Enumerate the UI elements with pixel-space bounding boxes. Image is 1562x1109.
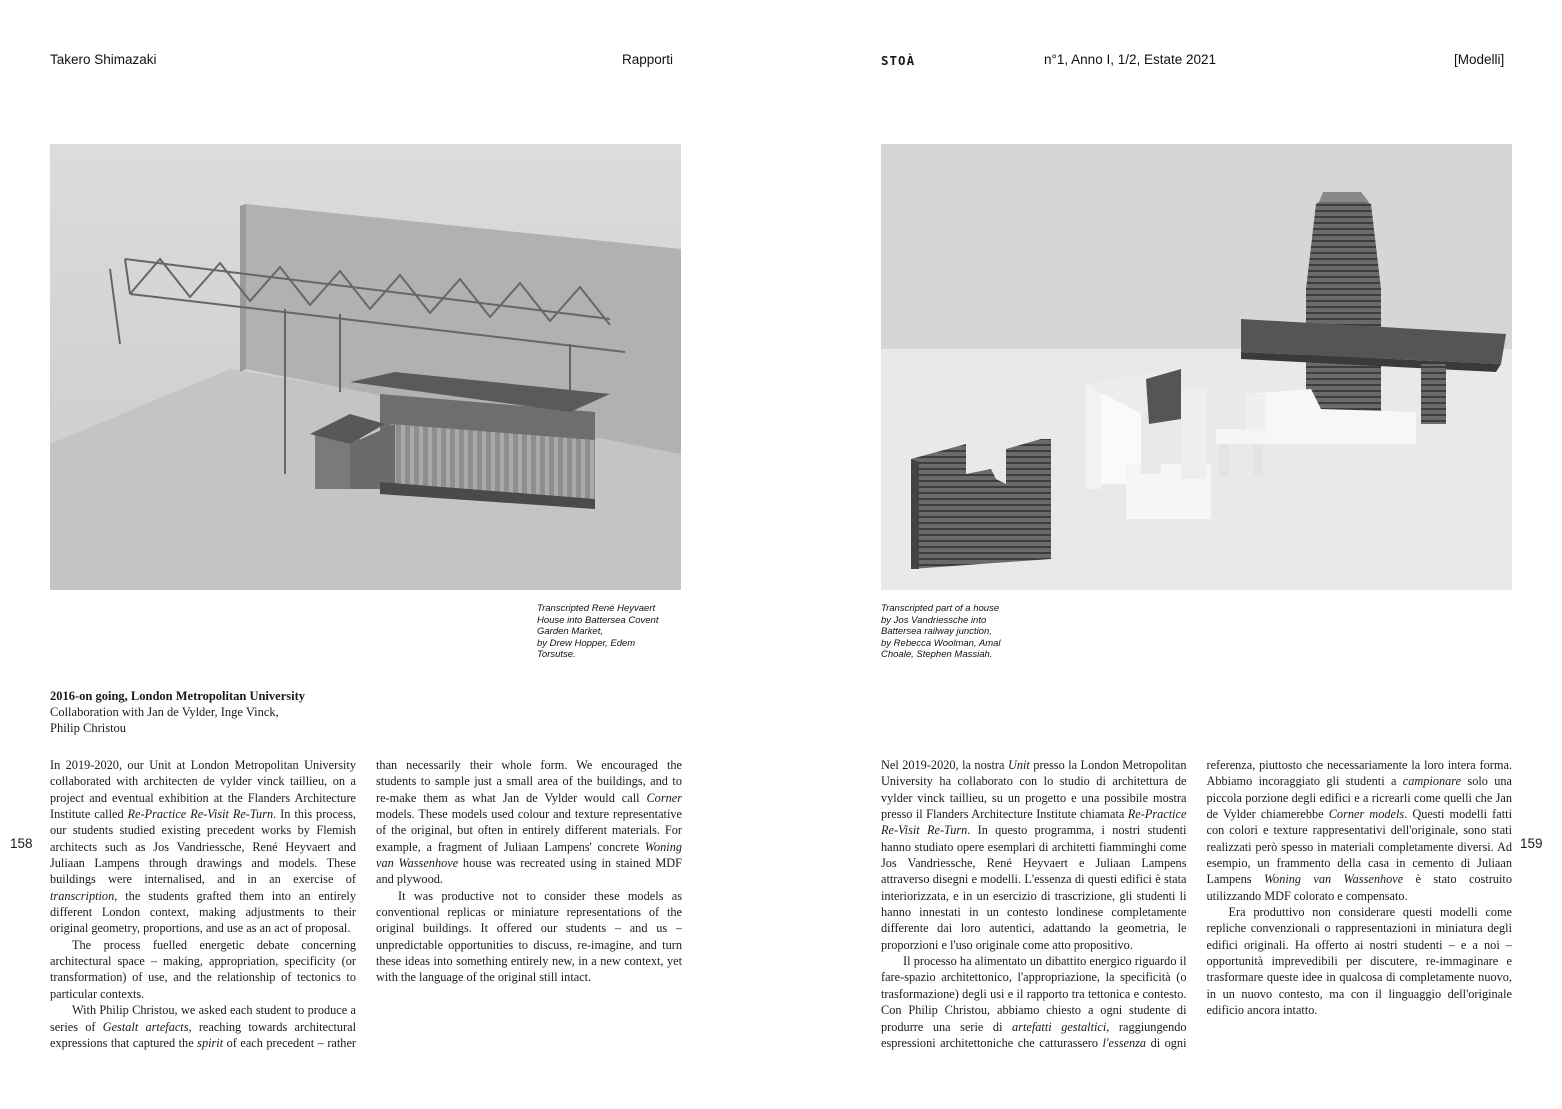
page-number-left: 158 xyxy=(10,836,33,851)
caption-left: Transcripted René Heyvaert House into Battersea Covent Garden Market, by Drew Hopper, Edem Torsutse. xyxy=(537,603,659,660)
italian-article xyxy=(881,757,1512,1062)
caption-right: Transcripted part of a house by Jos Vandriessche into Battersea railway junction, by Rebecca Woolman, Amal Choale, Stephen Massiah. xyxy=(881,603,1001,660)
italian-paragraph-2: Il processo ha alimentato un dibattito energico riguardo il fare-spazio architettonico, l'appropriazione, la specificità (o trasformazione) degli usi e il rapporto tra tettonica e contesto. Con Philip Christou, abbiamo chiesto a ogni studente di produrre una serie di artefatti gestaltici, raggiungendo espressioni architettoniche che catturassero l'essenza di ogni referenza, piuttosto che necessariamente la loro intera forma. Abbiamo incoraggiato gli studenti a campionare solo una piccola porzione degli edifici e a ricrearli come quelli che Jan de Vylder chiamerebbe Corner models. Questi modelli fatti con colori e texture rappresentativi dell'originale, sono stati realizzati però spesso in materiali completamente diversi. Ad esempio, un frammento della casa in cemento di Juliaan Lampens Woning van Wassenhove è stato costruito utilizzando MDF colorato e compensato. xyxy=(881,758,1512,1050)
photo-vandriessche-models xyxy=(881,144,1512,590)
header-issue: n°1, Anno I, 1/2, Estate 2021 xyxy=(1044,52,1217,67)
english-paragraph-1: In 2019-2020, our Unit at London Metropolitan University collaborated with architecten de vylder vinck taillieu, on a project and eventual exhibition at the Flanders Architecture Institute called Re-Practice Re-Visit Re-Turn. In this process, our students studied existing precedent works by Flemish architects such as Jos Vandriessche, René Heyvaert and Juliaan Lampens through drawings and models. These buildings were internalised, and in an exercise of transcription, the students grafted them into an entirely different London context, making adjustments to their original geometry, proportions, and use as an act of proposal. xyxy=(50,758,357,936)
credit-line-1: Collaboration with Jan de Vylder, Inge Vinck, xyxy=(50,705,279,719)
header-category: [Modelli] xyxy=(1454,52,1505,67)
english-paragraph-2: The process fuelled energetic debate concerning architectural space – making, appropriation, specificity (or transformation) of use, and the relationship of tectonics to particular contexts. xyxy=(50,937,356,1001)
english-paragraph-3: With Philip Christou, we asked each student to produce a series of Gestalt artefacts, reaching towards architectural expressions that captured the spirit of each precedent – rather than necessarily their whole form. We encouraged the students to sample just a small area of the buildings, and to re-make them as what Jan de Vylder would call Corner models. These models used colour and texture representative of the original, but often in entirely different materials. For example, a fragment of Juliaan Lampens' concrete Woning van Wassenhove house was recreated using in stained MDF and plywood. xyxy=(50,758,683,1050)
journal-logo: STOÀ xyxy=(881,53,916,68)
italian-paragraph-3: Era produttivo non considerare questi modelli come repliche convenzionali o rappresentazioni in miniatura degli edifici originali. Ha offerto ai nostri studenti – e a noi – opportunità imprevedibili per discutere, re-immaginare e trasformare queste idee in qualcosa di completamente nuovo, in un nuovo contesto, ma con il linguaggio dell'originale edificio ancora intatto. xyxy=(1206,905,1512,1018)
english-article xyxy=(50,757,682,1062)
header-section: Rapporti xyxy=(622,52,674,67)
credit-title: 2016-on going, London Metropolitan University xyxy=(50,689,305,703)
header-author: Takero Shimazaki xyxy=(50,52,157,67)
english-paragraph-4: It was productive not to consider these models as conventional replicas or miniature representations of the original buildings. It offered our students – and us – unpredictable opportunities to discuss, re-imagine, and turn these ideas into something entirely new, in a new context, yet with the language of the original still intact. xyxy=(376,888,682,985)
page-number-right: 159 xyxy=(1520,836,1543,851)
credit-line-2: Philip Christou xyxy=(50,721,127,735)
photo-heyvaert-model xyxy=(50,144,681,590)
credit-block xyxy=(50,688,380,736)
italian-paragraph-1: Nel 2019-2020, la nostra Unit presso la London Metropolitan University ha collaborato con lo studio di architettura de vylder vinck taillieu, su un progetto e una possibile mostra presso il Flanders Architecture Institute chiamata Re-Practice Re-Visit Re-Turn. In questo programma, i nostri studenti hanno studiato opere esemplari di architetti fiamminghi come Jos Vandriessche, René Heyvaert e Juliaan Lampens attraverso disegni e modelli. L'essenza di questi edifici è stata interiorizzata, e in un esercizio di trascrizione, gli studenti li hanno innestati in un contesto londinese completamente differente dai loro autentici, adattando la geometria, le proporzioni e l'uso originale come atto propositivo. xyxy=(881,758,1187,952)
